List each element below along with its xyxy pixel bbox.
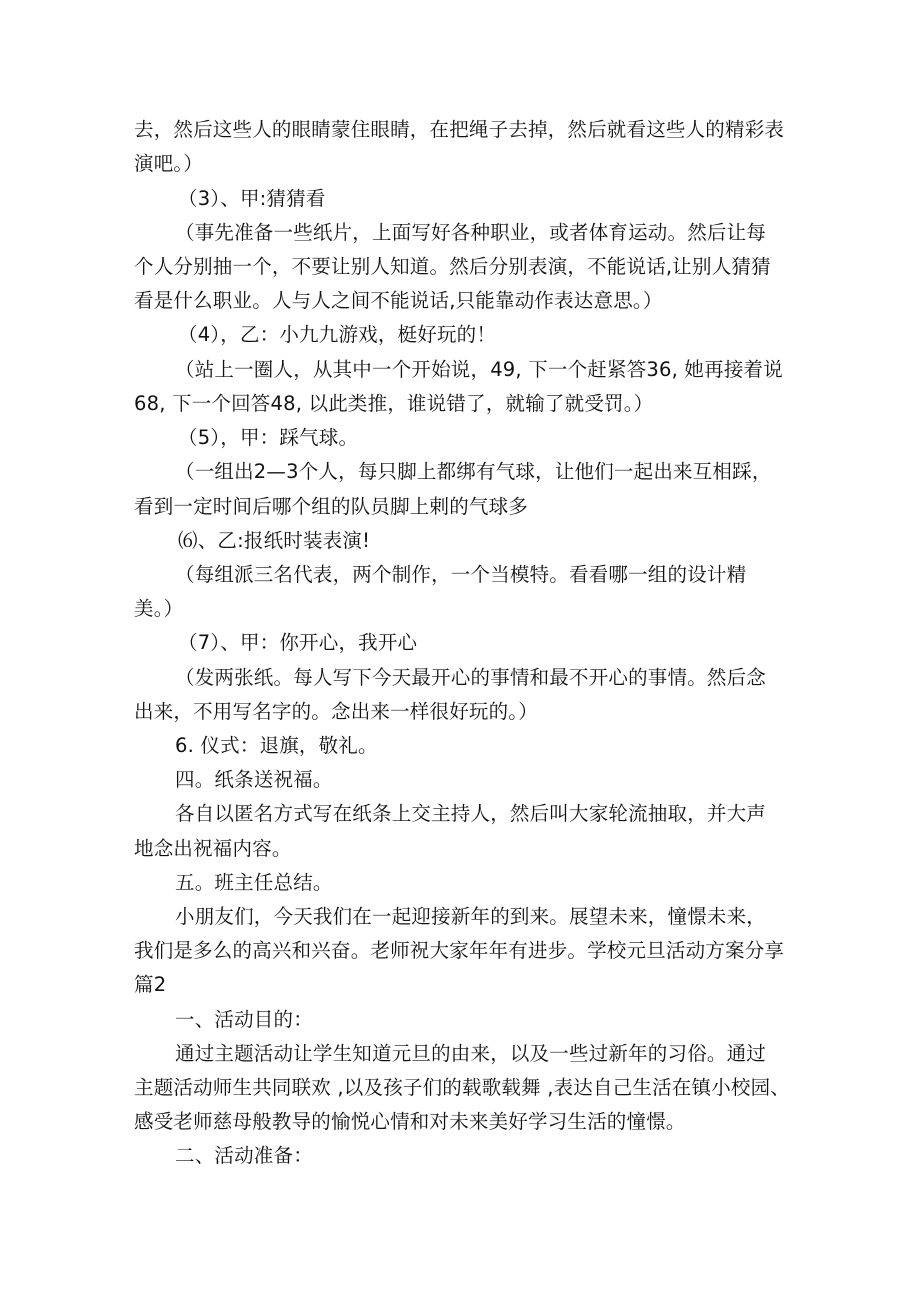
text-line: 68, 下一个回答48, 以此类推，谁说错了，就输了就受罚。）: [134, 392, 654, 415]
text-line: 演吧。）: [134, 152, 204, 175]
text-line: 各自以匿名方式写在纸条上交主持人，然后叫大家轮流抽取，并大声: [175, 802, 767, 825]
text-line: 我们是多么的高兴和兴奋。老师祝大家年年有进步。学校元旦活动方案分享: [134, 939, 785, 962]
item-heading: （4），乙：小九九游戏，梃好玩的！: [178, 323, 497, 346]
text-line: （一组出2—3个人，每只脚上都绑有气球，让他们一起出来互相踩，: [175, 460, 772, 483]
text-line: 个人分别抽一个，不要让别人知道。然后分别表演，不能说话,让别人猜猜: [134, 255, 771, 278]
section-heading: 一、活动目的：: [175, 1008, 313, 1031]
item-heading: （7）、甲：你开心，我开心: [178, 631, 418, 654]
text-line: 篇2: [134, 973, 167, 996]
text-line: 看是什么职业。人与人之间不能说话,只能靠动作表达意思。）: [134, 289, 663, 312]
item-heading: （5），甲：踩气球。: [178, 426, 359, 449]
text-line: 小朋友们，今天我们在一起迎接新年的到来。展望未来，憧憬未来，: [175, 905, 767, 928]
text-line: （站上一圈人，从其中一个开始说，49, 下一个赶紧答36, 她再接着说: [175, 358, 783, 381]
text-line: （每组派三名代表，两个制作，一个当模特。看看哪一组的设计精: [175, 563, 747, 586]
text-line: 美。）: [134, 597, 184, 620]
section-heading: 四。纸条送祝福。: [175, 768, 333, 791]
section-heading: 二、活动准备：: [175, 1144, 313, 1167]
item-heading: ⑹、乙:报纸时装表演!: [178, 529, 371, 552]
text-line: （事先准备一些纸片，上面写好各种职业，或者体育运动。然后让每: [175, 221, 767, 244]
text-line: 感受老师慈母般教导的愉悦心情和对未来美好学习生活的憧憬。: [134, 1110, 686, 1133]
text-line: 通过主题活动让学生知道元旦的由来，以及一些过新年的习俗。通过: [175, 1042, 767, 1065]
section-line: 6. 仪式：退旗，敬礼。: [175, 734, 378, 757]
text-line: 出来，不用写名字的。念出来一样很好玩的。）: [134, 700, 538, 723]
text-line: 看到一定时间后哪个组的队员脚上剌的气球多: [134, 495, 529, 518]
section-heading: 五。班主任总结。: [175, 871, 333, 894]
text-line: 主题活动师生共同联欢 ,以及孩子们的载歌载舞 ,表达自己生活在镇小校园、: [134, 1076, 790, 1099]
text-line: （发两张纸。每人写下今天最开心的事情和最不开心的事情。然后念: [175, 666, 767, 689]
text-line: 去，然后这些人的眼睛蒙住眼睛，在把绳子去掉，然后就看这些人的精彩表: [134, 118, 785, 141]
item-heading: （3）、甲:猜猜看: [178, 187, 326, 210]
text-line: 地念出祝福内容。: [134, 837, 292, 860]
